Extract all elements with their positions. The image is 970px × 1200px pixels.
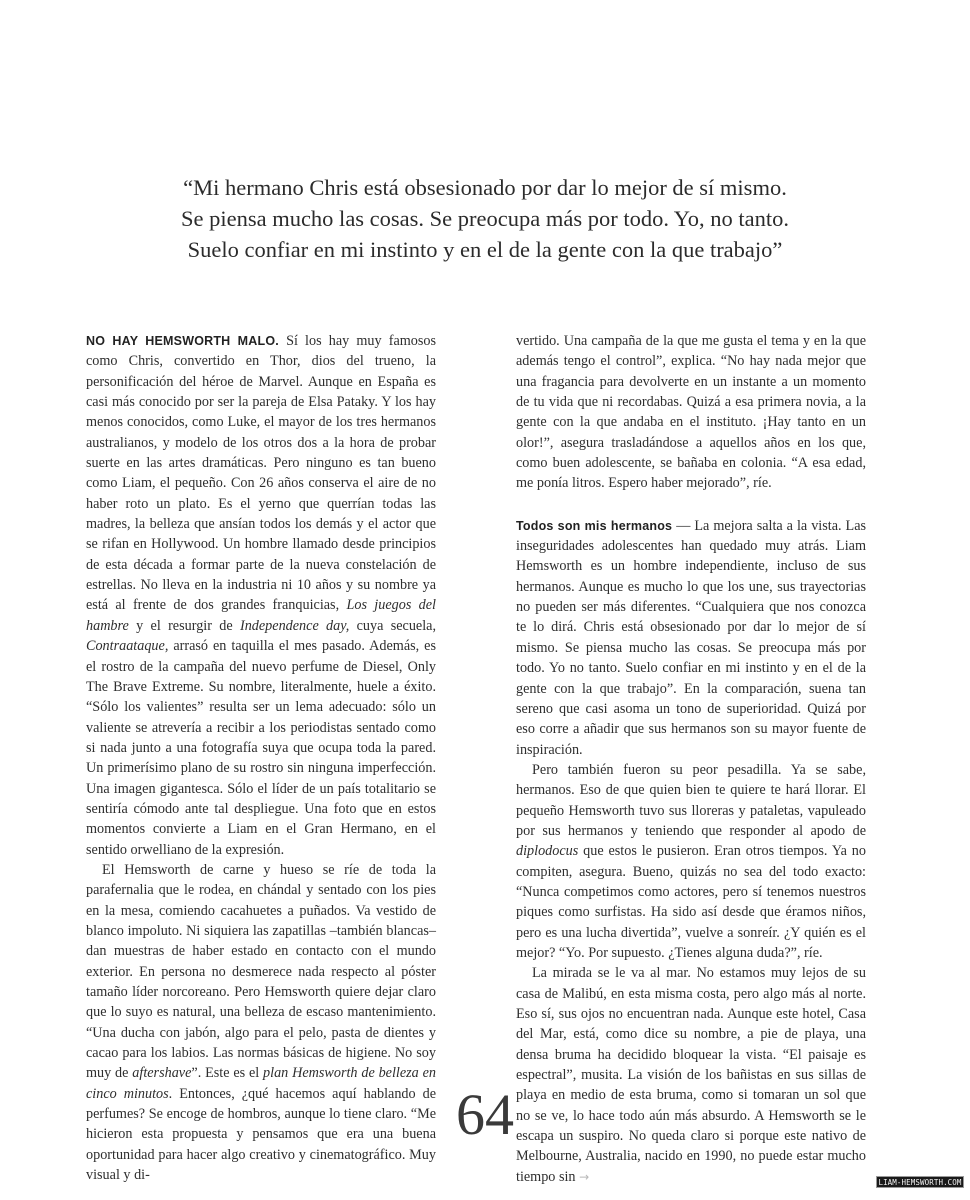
article-paragraph [516,516,866,760]
section-lead-in: Todos son mis hermanos [516,518,673,533]
watermark-badge: LIAM-HEMSWORTH.COM [876,1176,964,1188]
italic-term: plan Hemsworth de belleza en cinco minutos [86,1065,436,1102]
article-paragraph [86,331,436,860]
paragraph-text: . Entonces, ¿qué hacemos aquí hablando de perfumes? Se encoge de hombros, aunque lo tiene claro. “Me hicieron esta propuesta y pensamos que era una buena oportunidad para hacer algo creativo y cinematográfico. Muy visual y di- [86,1085,436,1184]
continue-arrow-icon: → [579,1169,590,1184]
paragraph-text: cuya secuela, [349,617,437,634]
article-column-right [516,331,866,1187]
paragraph-text: y el resurgir de [128,617,240,634]
article-paragraph [516,760,866,963]
pull-quote-line-1: “Mi hermano Chris está obsesionado por dar lo mejor de sí mismo. [183,175,787,200]
article-paragraph: vertido. Una campaña de la que me gusta el tema y en la que además tengo el control”, explica. “No hay nada mejor que una fragancia para devolverte en un instante a un momento de tu vida que ni recordabas. Quizá a esa primera novia, a la gente con la que andaba en el instituto. ¡Hay tanto en un olor!”, asegura trasladándose a aquellos años en los que, como buen adolescente, se bañaba en colonia. “A esa edad, me ponía litros. Espero haber mejorado”, ríe. [516,333,866,492]
film-title: Contraataque, [86,638,169,655]
pull-quote-line-2: Se piensa mucho las cosas. Se preocupa más por todo. Yo, no tanto. [180,206,790,231]
paragraph-text: El Hemsworth de carne y hueso se ríe de toda la parafernalia que le rodea, en chándal y sentado con los pies en la mesa, comiendo cacahuetes a puñados. Va vestido de blanco impoluto. Ni siquiera las zapatillas –también blancas– dan muestras de haber estado en contacto con el mundo exterior. En persona no desmerece nada respecto al póster tamaño líder norcoreano. Pero Hemsworth quiere dejar claro que lo suyo es natural, una belleza de escaso mantenimiento. “Una ducha con jabón, algo para el pelo, pasta de dientes y cacao para los labios. Las normas básicas de higiene. No soy muy de [86,861,436,1082]
paragraph-text: — La mejora salta a la vista. Las inseguridades adolescentes han quedado muy atrás. Liam Hemsworth es un hombre independiente, incluso de sus hermanos. Aunque es mucho lo que los une, sus trayectorias no pueden ser más diferentes. “Cualquiera que nos conozca te lo dirá. Chris está obsesionado por dar lo mejor de sí mismo. Se piensa mucho las cosas. Se preocupa más por todo. Yo no tanto. Suelo confiar en mi instinto y en el de la gente con la que trabajo”. En la comparación, suena tan sereno que casi asoma un tono de superioridad. Quizá por eso corre a añadir que sus hermanos son su mayor fuente de inspiración. [516,517,867,758]
page-number: 64 [456,1082,514,1147]
pull-quote [120,172,850,265]
paragraph-text: Sí los hay muy famosos como Chris, convertido en Thor, dios del trueno, la personificación del héroe de Marvel. Aunque en España es casi más conocido por ser la pareja de Elsa Pataky. Y los hay menos conocidos, como Luke, el mayor de los tres hermanos australianos, y modelo de los otros dos a la hora de probar suerte en las artes dramáticas. Pero ninguno es tan bueno como Liam, el pequeño. Con 26 años conserva el aire de no haber roto un plato. Es el yerno que querrían todas las madres, la belleza que ansían todos los demás y el actor que se rifan en Hollywood. Un hombre llamado desde principios de esta década a formar parte de la nueva constelación de estrellas. No lleva en la industria ni 10 años y su nombre ya está al frente de dos grandes franquicias, [86,333,437,614]
paragraph-text: ”. Este es el [191,1065,264,1082]
paragraph-text: que estos le pusieron. Eran otros tiempos. Ya no compiten, asegura. Bueno, quizás no sea del todo exacto: “Nunca competimos como actores, pero sí tenemos nuestros piques como surfistas. Ha sido así desde que éramos niños, pero es una lucha divertida”, vuelve a sonreír. ¿Y quién es el mejor? “Yo. Por supuesto. ¿Tienes alguna duda?”, ríe. [516,843,866,961]
article-paragraph [516,963,866,1187]
film-title: Independence day, [239,617,350,634]
pull-quote-line-3: Suelo confiar en mi instinto y en el de la gente con la que trabajo” [187,237,783,262]
paragraph-text: Pero también fueron su peor pesadilla. Ya se sabe, hermanos. Eso de que quien bien te quiere te hará llorar. El pequeño Hemsworth tuvo sus lloreras y pataletas, vapuleado por sus hermanos y teniendo que responder al apodo de [516,761,866,839]
italic-term: aftershave [132,1065,192,1082]
italic-term: diplodocus [516,843,579,860]
article-paragraph [86,860,436,1186]
paragraph-text: La mirada se le va al mar. No estamos muy lejos de su casa de Malibú, en esta misma costa, pero algo más al norte. Eso sí, sus ojos no encuentran nada. Aunque este hotel, Casa del Mar, está, como dice su nombre, a pie de playa, una densa bruma ha decidido bloquear la vista. “El paisaje es espectral”, musita. La visión de los bañistas en sus sillas de playa en medio de esta bruma, como si tomaran un sol que no se ve, lo hace todo aún más absurdo. A Hemsworth se le escapa un suspiro. No queda claro si porque este nativo de Melbourne, Australia, nacido en 1990, no puede estar mucho tiempo sin [516,965,866,1185]
paragraph-text: arrasó en taquilla el mes pasado. Además, es el rostro de la campaña del nuevo perfume de Diesel, Only The Brave Extreme. Su nombre, literalmente, huele a éxito. “Sólo los valientes” resulta ser un lema adecuado: sólo un valiente se atrevería a recibir a los periodistas sentado como si nada junto a una fotografía suya que ocupa toda la pared. Un primerísimo plano de su rostro sin ninguna imperfección. Una imagen gigantesca. Sólo el líder de un país totalitario se sentiría cómodo ante tal despliegue. Una foto que en estos momentos convierte a Liam en el Gran Hermano, en el sentido orwelliano de la expresión. [86,638,436,858]
film-title: Los juegos del hambre [86,597,437,634]
article-column-left [86,331,436,1185]
section-lead-in: NO HAY HEMSWORTH MALO. [86,334,279,348]
